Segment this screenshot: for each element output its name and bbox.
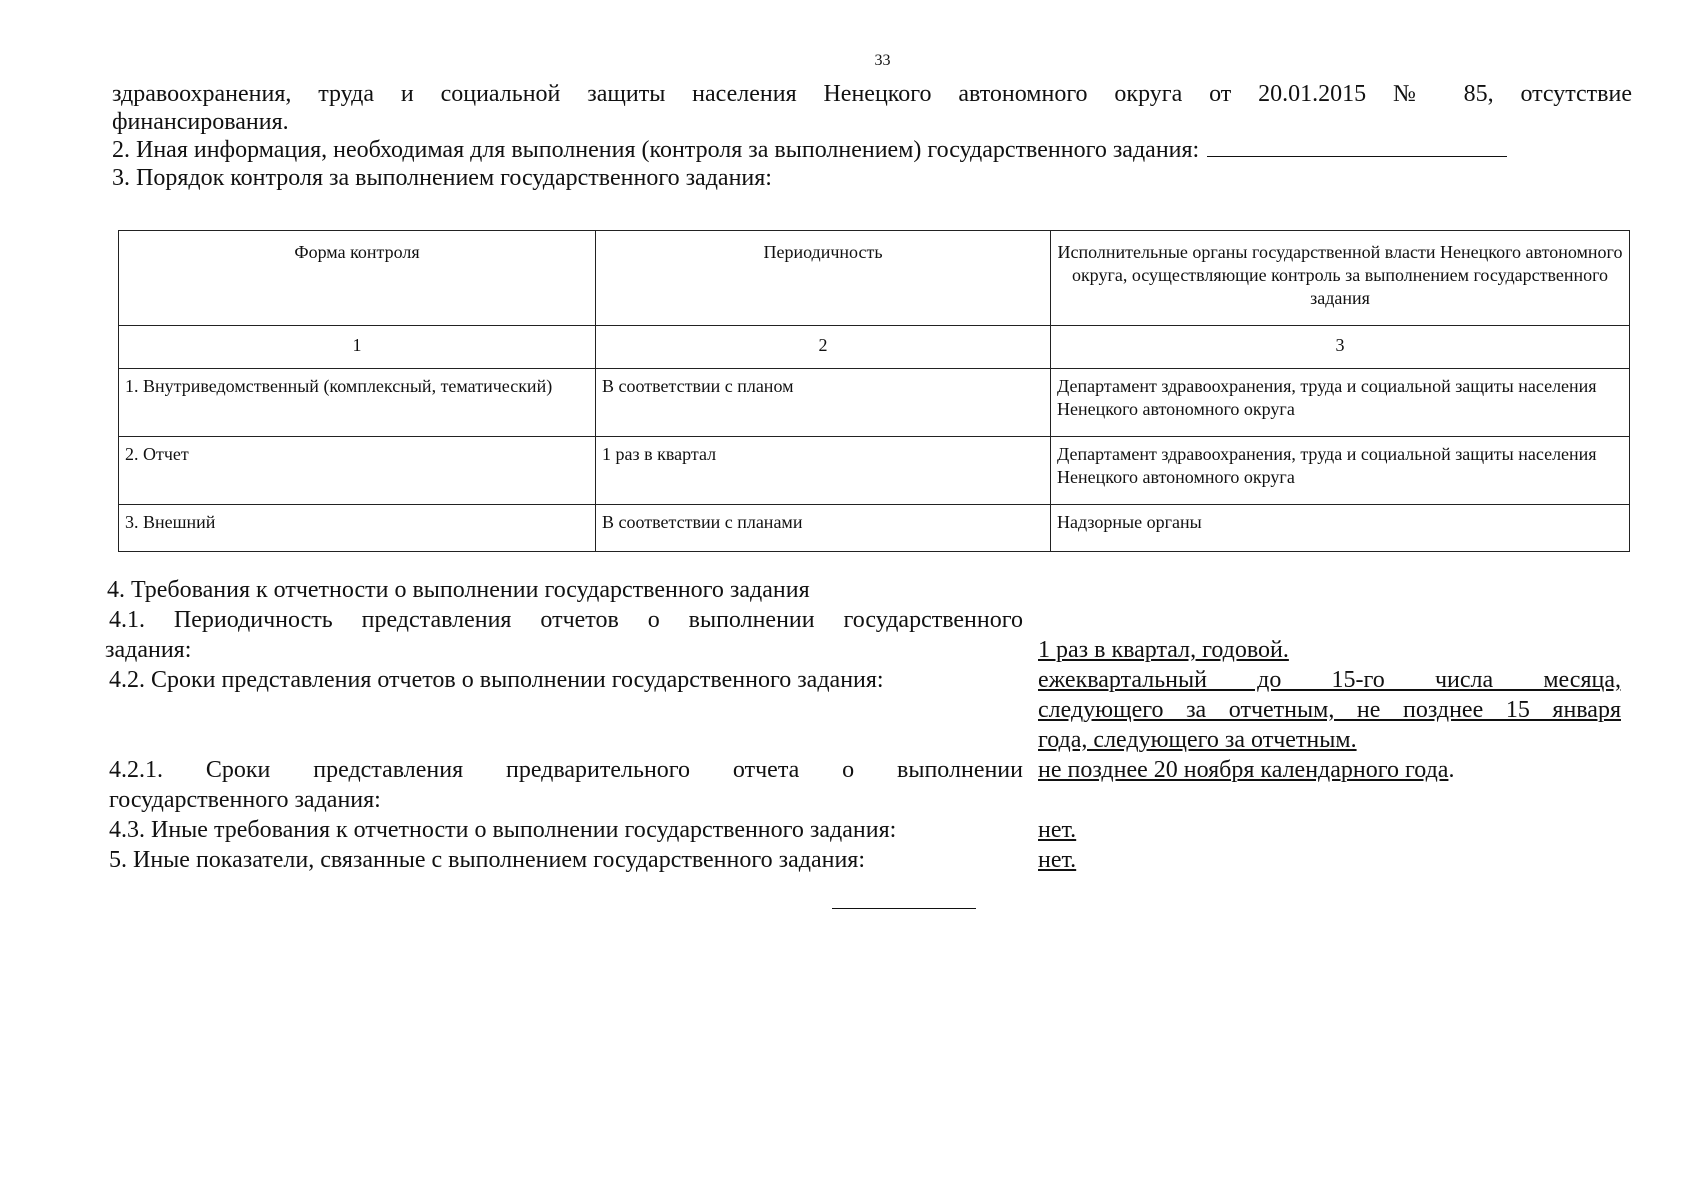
item-4-2-value-line-3-text: года, следующего за отчетным. xyxy=(1038,727,1357,753)
item-5-value xyxy=(1038,845,1621,875)
header-executive-bodies: Исполнительные органы государственной власти Ненецкого автономного округа, осуществляющие контроль за выполнением государственного задания xyxy=(1051,231,1630,326)
intro-line-2: финансирования. xyxy=(112,109,289,135)
item-4-1-label: 4.1. Периодичность представления отчетов о выполнении государственного xyxy=(109,607,1023,633)
header-periodicity: Периодичность xyxy=(596,231,1051,326)
table-cell: 1. Внутриведомственный (комплексный, тематический) xyxy=(119,369,596,437)
item-2-other-info xyxy=(112,136,1632,164)
table-cell: Департамент здравоохранения, труда и социальной защиты населения Ненецкого автономного округа xyxy=(1051,369,1630,437)
intro-line-1: здравоохранения, труда и социальной защиты населения Ненецкого автономного округа от 20.01.2015 № 85, отсутствие xyxy=(112,81,1632,107)
table-column-number-row xyxy=(119,326,1630,369)
item-4-heading: 4. Требования к отчетности о выполнении государственного задания xyxy=(107,577,810,603)
table-cell: В соответствии с планом xyxy=(596,369,1051,437)
item-2-blank-line xyxy=(1207,155,1507,157)
table-cell: 3. Внешний xyxy=(119,505,596,552)
item-4-2-1-label-cont: государственного задания: xyxy=(109,787,381,813)
table-header-row xyxy=(119,231,1630,326)
table-row xyxy=(119,437,1630,505)
page-number: 33 xyxy=(874,52,891,69)
intro-section xyxy=(112,80,1632,192)
column-number-2: 2 xyxy=(596,326,1051,369)
column-number-1: 1 xyxy=(119,326,596,369)
table-cell: 2. Отчет xyxy=(119,437,596,505)
item-4-1-value-text: 1 раз в квартал, годовой. xyxy=(1038,637,1289,663)
item-4-2-1-value-text: не позднее 20 ноября календарного года xyxy=(1038,757,1449,783)
column-number-3: 3 xyxy=(1051,326,1630,369)
table-row xyxy=(119,369,1630,437)
item-4-2-1-label: 4.2.1. Сроки представления предварительного отчета о выполнении xyxy=(109,757,1023,783)
table-cell: Надзорные органы xyxy=(1051,505,1630,552)
control-table xyxy=(118,230,1630,552)
item-4-1-label-cont: задания: xyxy=(105,637,192,663)
table-cell: В соответствии с планами xyxy=(596,505,1051,552)
item-4-2-label: 4.2. Сроки представления отчетов о выполнении государственного задания: xyxy=(109,667,884,693)
item-4-2-value-line-3 xyxy=(1038,725,1621,755)
table-cell: Департамент здравоохранения, труда и социальной защиты населения Ненецкого автономного округа xyxy=(1051,437,1630,505)
header-control-form: Форма контроля xyxy=(119,231,596,326)
item-4-3-value xyxy=(1038,815,1621,845)
item-4-2-1-value xyxy=(1038,755,1621,785)
item-4-2-value-line-2: следующего за отчетным, не позднее 15 января xyxy=(1038,697,1621,723)
item-4-2-1-value-tail: . xyxy=(1448,757,1455,783)
item-5-label: 5. Иные показатели, связанные с выполнением государственного задания: xyxy=(109,847,865,873)
table-cell: 1 раз в квартал xyxy=(596,437,1051,505)
end-divider-line xyxy=(832,908,976,909)
item-4-1-value xyxy=(1038,635,1621,665)
item-2-label: 2. Иная информация, необходимая для выполнения (контроля за выполнением) государственного задания: xyxy=(112,137,1200,163)
item-4-3-label: 4.3. Иные требования к отчетности о выполнении государственного задания: xyxy=(109,817,897,843)
item-4-3-value-text: нет. xyxy=(1038,817,1077,843)
table-row xyxy=(119,505,1630,552)
item-5-value-text: нет. xyxy=(1038,847,1077,873)
item-3-control-order: 3. Порядок контроля за выполнением государственного задания: xyxy=(112,165,772,191)
item-4-2-value-line-1: ежеквартальный до 15-го числа месяца, xyxy=(1038,667,1621,693)
